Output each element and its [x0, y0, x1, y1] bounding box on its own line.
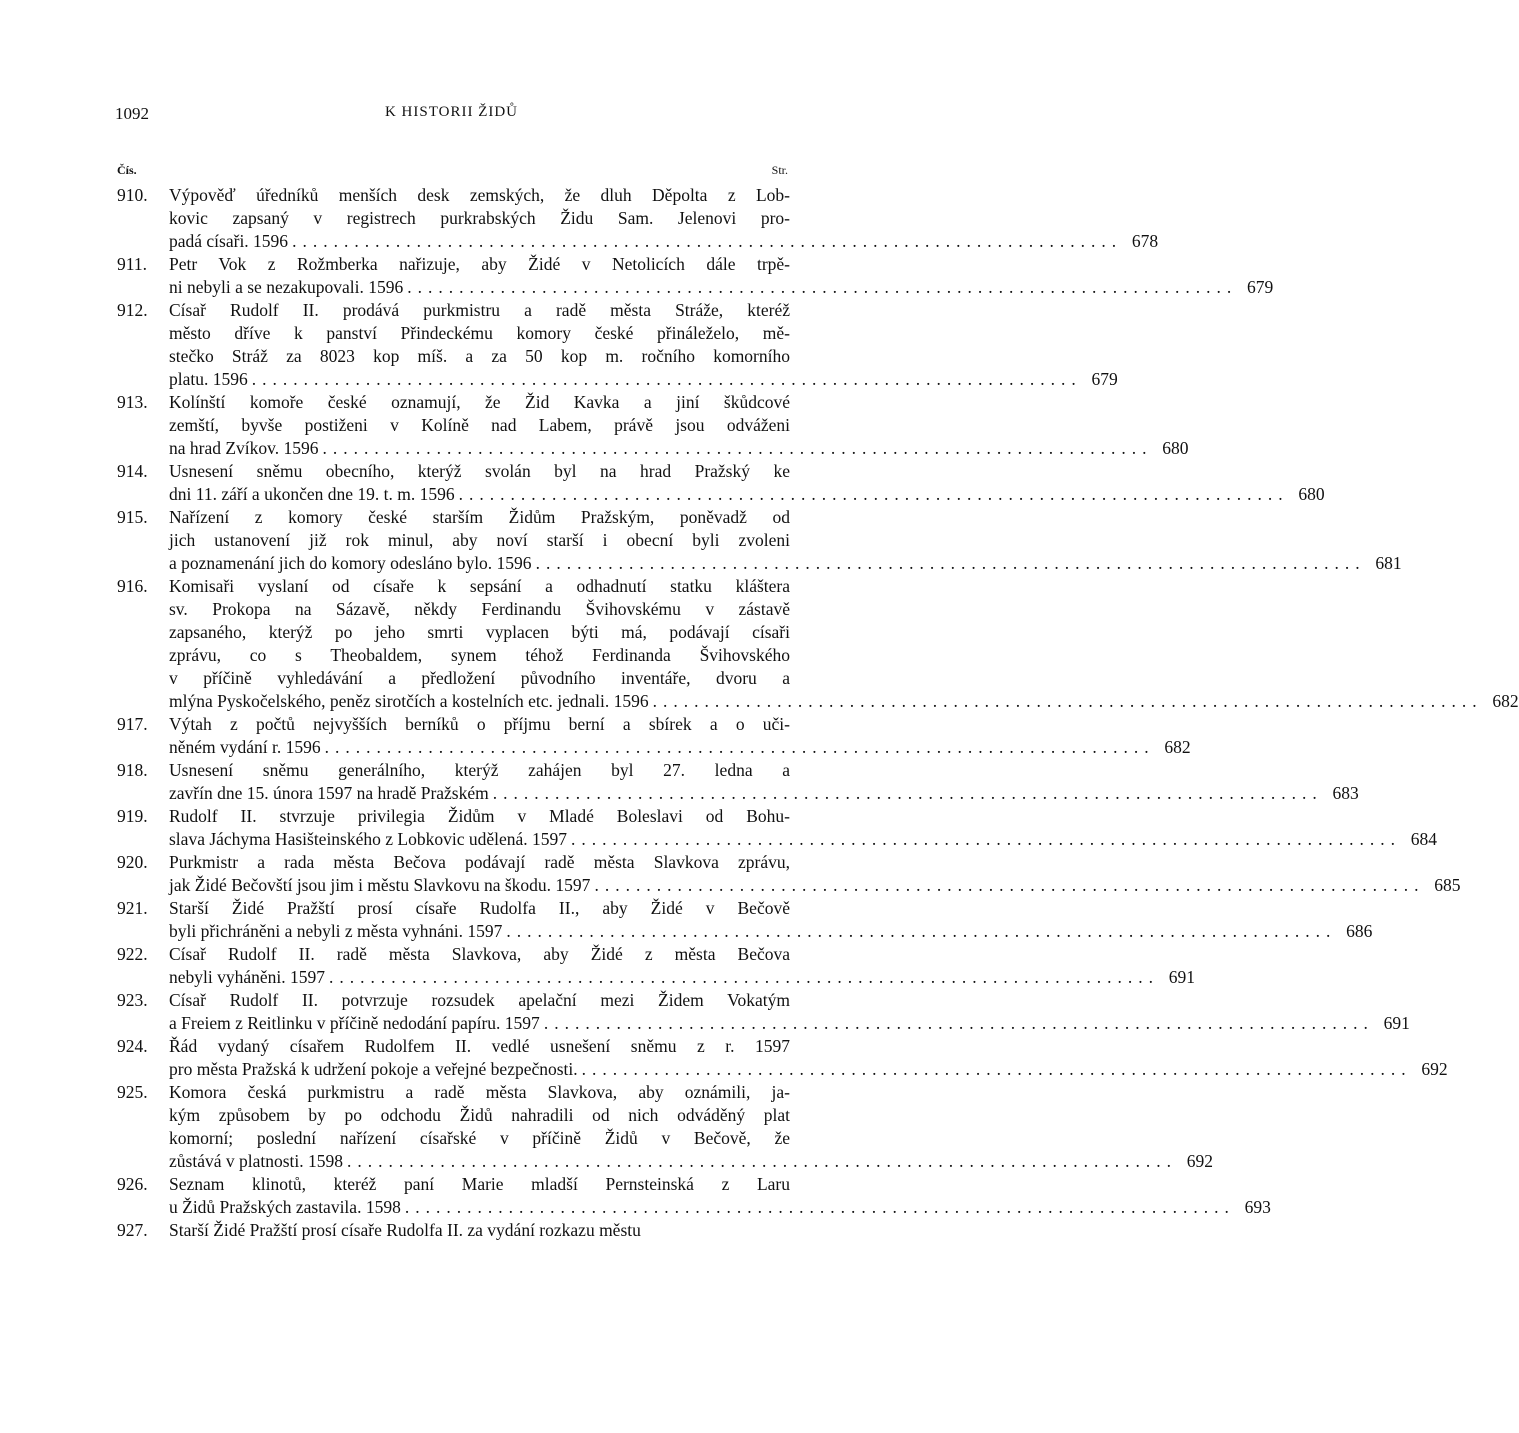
entry-last-line — [169, 230, 1159, 253]
entry-last-line — [169, 828, 1438, 851]
entry-page-number: 692 — [1186, 1151, 1214, 1171]
dot-leader: ................................................................................ — [492, 783, 1323, 803]
entry-line: byli přichráněni a nebyli z města vyhnáni. 1597 — [169, 921, 503, 941]
entry-line: sv. Prokopa na Sázavě, někdy Ferdinandu Švihovskému v zástavě — [169, 599, 790, 619]
toc-entry — [117, 943, 1196, 989]
dot-leader: ................................................................................ — [347, 1151, 1178, 1171]
entry-last-line — [169, 1058, 1448, 1081]
entry-last-line — [169, 966, 1196, 989]
entry-line: komorní; poslední nařízení císařské v příčině Židů v Bečově, že — [169, 1128, 790, 1148]
entry-text — [169, 299, 1118, 391]
entry-number: 912. — [117, 300, 148, 320]
entry-page-number: 691 — [1168, 967, 1196, 987]
dot-leader: ................................................................................ — [324, 737, 1155, 757]
entry-line: nebyli vyháněni. 1597 — [169, 967, 326, 987]
dot-leader: ................................................................................ — [535, 553, 1366, 573]
entry-last-line — [169, 368, 1118, 391]
toc-entry — [117, 391, 1189, 460]
entry-page-number: 680 — [1298, 484, 1325, 504]
entry-number: 915. — [117, 507, 148, 527]
entry-line: Purkmistr a rada města Bečova podávají radě města Slavkova zprávu, — [169, 852, 790, 872]
table-of-contents — [117, 184, 1519, 1242]
page-number: 1092 — [115, 104, 149, 123]
entry-text — [169, 575, 1519, 713]
entry-number: 910. — [117, 185, 148, 205]
toc-entry — [117, 1081, 1214, 1173]
dot-leader: ................................................................................ — [594, 875, 1425, 895]
entry-line: mlýna Pyskočelského, peněz sirotčích a kostelních etc. jednali. 1596 — [169, 691, 649, 711]
toc-entry — [117, 851, 1461, 897]
entry-line: jich ustanovení již rok minul, aby noví starší i obecní byli zvoleni — [169, 530, 790, 550]
entry-number: 913. — [117, 392, 148, 412]
entry-line: pro města Pražská k udržení pokoje a veřejné bezpečnosti. — [169, 1059, 578, 1079]
entry-page-number: 679 — [1247, 277, 1274, 297]
entry-text — [169, 460, 1325, 506]
entry-text — [169, 1035, 1448, 1081]
entry-number: 914. — [117, 461, 148, 481]
entry-last-line — [169, 782, 1359, 805]
entry-last-line — [169, 483, 1325, 506]
number-column-heading: Čís. — [117, 163, 137, 177]
toc-entry — [117, 989, 1410, 1035]
entry-page-number: 680 — [1162, 438, 1189, 458]
entry-line: Výpověď úředníků menších desk zemských, že dluh Děpolta z Lob- — [169, 185, 790, 205]
toc-entry — [117, 184, 1159, 253]
entry-last-line — [169, 437, 1189, 460]
entry-page-number: 692 — [1421, 1059, 1448, 1079]
entry-line: město dříve k panství Přindeckému komory české přináleželo, mě- — [169, 323, 790, 343]
entry-line: Řád vydaný císařem Rudolfem II. vedlé usnešení sněmu z r. 1597 — [169, 1036, 790, 1056]
entry-page-number: 681 — [1375, 553, 1402, 573]
entry-last-line — [169, 1150, 1214, 1173]
entry-page-number: 686 — [1346, 921, 1373, 941]
entry-text — [169, 184, 1159, 253]
entry-line: ni nebyli a se nezakupovali. 1596 — [169, 277, 404, 297]
entry-line: Petr Vok z Rožmberka nařizuje, aby Židé v Netolicích dále trpě- — [169, 254, 790, 274]
toc-entry — [117, 460, 1325, 506]
entry-line: slava Jáchyma Hasišteinského z Lobkovic udělená. 1597 — [169, 829, 568, 849]
entry-line: Komisaři vyslaní od císaře k sepsání a odhadnutí statku kláštera — [169, 576, 790, 596]
entry-line: Seznam klinotů, kteréž paní Marie mladší Pernsteinská z Laru — [169, 1174, 790, 1194]
entry-text — [169, 713, 1191, 759]
entry-page-number: 691 — [1383, 1013, 1410, 1033]
entry-number: 918. — [117, 760, 148, 780]
entry-line: a Freiem z Reitlinku v příčině nedodání papíru. 1597 — [169, 1013, 540, 1033]
entry-last-line — [169, 1196, 1271, 1219]
entry-number: 927. — [117, 1220, 148, 1240]
page-header — [115, 104, 788, 128]
entry-line: Komora česká purkmistru a radě města Slavkova, aby oznámili, ja- — [169, 1082, 790, 1102]
entry-line: kovic zapsaný v registrech purkrabských Židu Sam. Jelenovi pro- — [169, 208, 790, 228]
entry-line: Usnesení sněmu generálního, kterýž zahájen byl 27. ledna a — [169, 760, 790, 780]
entry-line: zprávu, co s Theobaldem, synem téhož Ferdinanda Švihovského — [169, 645, 790, 665]
dot-leader: ................................................................................ — [322, 438, 1153, 458]
dot-leader: ................................................................................ — [404, 1197, 1235, 1217]
entry-line: v příčině vyhledávání a předložení původního inventáře, dvoru a — [169, 668, 790, 688]
column-headings — [117, 163, 788, 181]
entry-line: kým způsobem by po odchodu Židů nahradili od nich odváděný plat — [169, 1105, 790, 1125]
dot-leader: ................................................................................ — [581, 1059, 1412, 1079]
entry-number: 925. — [117, 1082, 148, 1102]
entry-text — [169, 943, 1196, 989]
entry-line: zůstává v platnosti. 1598 — [169, 1151, 344, 1171]
dot-leader: ................................................................................ — [251, 369, 1082, 389]
entry-line: a poznamenání jich do komory odesláno bylo. 1596 — [169, 553, 532, 573]
entry-line: u Židů Pražských zastavila. 1598 — [169, 1197, 401, 1217]
entry-last-line — [169, 690, 1519, 713]
entry-last-line — [169, 552, 1402, 575]
entry-last-line — [169, 276, 1274, 299]
entry-last-line — [169, 920, 1373, 943]
toc-entry — [117, 253, 1274, 299]
entry-line: Starší Židé Pražští prosí císaře Rudolfa II., aby Židé v Bečově — [169, 898, 790, 918]
entry-line: Císař Rudolf II. prodává purkmistru a radě města Stráže, kteréž — [169, 300, 790, 320]
entry-page-number: 678 — [1131, 231, 1159, 251]
entry-line: stečko Stráž za 8023 kop míš. a za 50 kop m. ročního komorního — [169, 346, 790, 366]
entry-text — [169, 805, 1438, 851]
entry-line: Kolínští komoře české oznamují, že Žid Kavka a jiní škůdcové — [169, 392, 790, 412]
toc-entry — [117, 1173, 1271, 1219]
entry-page-number: 682 — [1164, 737, 1191, 757]
dot-leader: ................................................................................ — [407, 277, 1238, 297]
entry-number: 921. — [117, 898, 148, 918]
dot-leader: ................................................................................ — [506, 921, 1337, 941]
entry-number: 919. — [117, 806, 148, 826]
entry-text — [169, 1219, 790, 1242]
entry-number: 916. — [117, 576, 148, 596]
toc-entry — [117, 713, 1191, 759]
entry-page-number: 693 — [1244, 1197, 1271, 1217]
entry-text — [169, 391, 1189, 460]
entry-text — [169, 759, 1359, 805]
toc-entry — [117, 1035, 1448, 1081]
entry-number: 922. — [117, 944, 148, 964]
entry-text — [169, 1081, 1214, 1173]
toc-entry — [117, 805, 1438, 851]
dot-leader: ................................................................................ — [652, 691, 1483, 711]
entry-line: Usnesení sněmu obecního, kterýž svolán byl na hrad Pražský ke — [169, 461, 790, 481]
entry-line: Výtah z počtů nejvyšších berníků o příjmu berní a sbírek a o uči- — [169, 714, 790, 734]
entry-number: 920. — [117, 852, 148, 872]
entry-line: Nařízení z komory české starším Židům Pražským, poněvadž od — [169, 507, 790, 527]
entry-text — [169, 851, 1461, 897]
entry-number: 917. — [117, 714, 148, 734]
entry-line: zemští, byvše postiženi v Kolíně nad Labem, právě jsou odváženi — [169, 415, 790, 435]
entry-line: dni 11. září a ukončen dne 19. t. m. 1596 — [169, 484, 455, 504]
entry-line: Císař Rudolf II. radě města Slavkova, aby Židé z města Bečova — [169, 944, 790, 964]
dot-leader: ................................................................................ — [458, 484, 1289, 504]
entry-line: padá císaři. 1596 — [169, 231, 289, 251]
entry-number: 911. — [117, 254, 147, 274]
entry-text — [169, 897, 1373, 943]
running-title: K HISTORII ŽIDŮ — [384, 104, 519, 120]
entry-text — [169, 253, 1274, 299]
entry-page-number: 682 — [1492, 691, 1519, 711]
entry-line: Císař Rudolf II. potvrzuje rozsudek apelační mezi Židem Vokatým — [169, 990, 790, 1010]
entry-last-line — [169, 874, 1461, 897]
entry-line: na hrad Zvíkov. 1596 — [169, 438, 319, 458]
entry-text — [169, 506, 1402, 575]
entry-line: Starší Židé Pražští prosí císaře Rudolfa II. za vydání rozkazu městu — [169, 1220, 641, 1240]
entry-line: platu. 1596 — [169, 369, 248, 389]
entry-text — [169, 1173, 1271, 1219]
toc-entry — [117, 575, 1519, 713]
entry-page-number: 684 — [1410, 829, 1438, 849]
entry-last-line — [169, 736, 1191, 759]
entry-page-number: 679 — [1091, 369, 1118, 389]
dot-leader: ................................................................................ — [329, 967, 1160, 987]
entry-line: Rudolf II. stvrzuje privilegia Židům v Mladé Boleslavi od Bohu- — [169, 806, 790, 826]
entry-number: 926. — [117, 1174, 148, 1194]
entry-number: 923. — [117, 990, 148, 1010]
entry-line: zavřín dne 15. února 1597 na hradě Pražském — [169, 783, 489, 803]
page-column-heading: Str. — [771, 163, 788, 177]
toc-entry — [117, 759, 1359, 805]
toc-entry — [117, 506, 1402, 575]
entry-number: 924. — [117, 1036, 148, 1056]
entry-line: zapsaného, kterýž po jeho smrti vyplacen býti má, podávají císaři — [169, 622, 790, 642]
dot-leader: ................................................................................ — [543, 1013, 1374, 1033]
toc-entry — [117, 897, 1373, 943]
toc-entry — [117, 299, 1118, 391]
entry-page-number: 685 — [1434, 875, 1461, 895]
entry-text — [169, 989, 1410, 1035]
dot-leader: ................................................................................ — [571, 829, 1402, 849]
dot-leader: ................................................................................ — [292, 231, 1123, 251]
toc-entry — [117, 1219, 790, 1242]
entry-last-line — [169, 1012, 1410, 1035]
entry-page-number: 683 — [1332, 783, 1359, 803]
entry-line: jak Židé Bečovští jsou jim i městu Slavkovu na škodu. 1597 — [169, 875, 591, 895]
entry-line: něném vydání r. 1596 — [169, 737, 321, 757]
